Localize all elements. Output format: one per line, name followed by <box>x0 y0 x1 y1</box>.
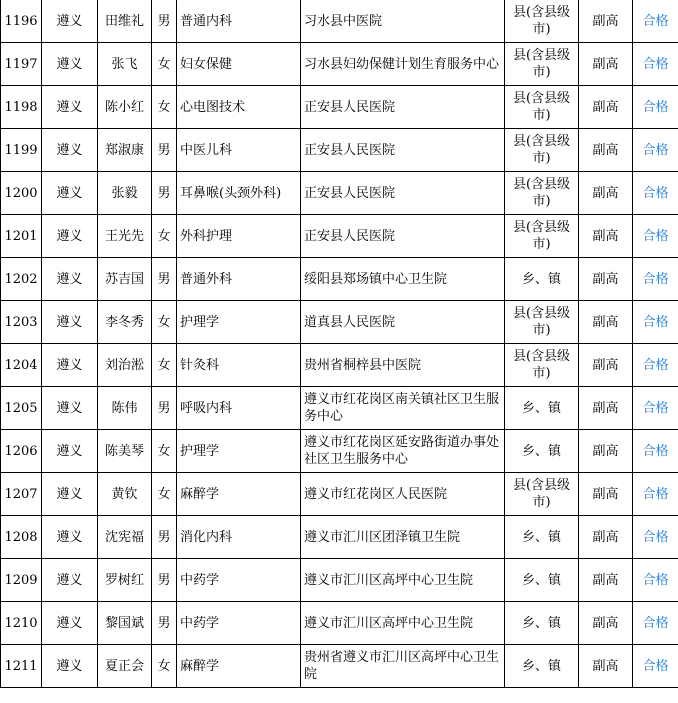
result-cell: 合格 <box>633 172 678 215</box>
row-number: 1206 <box>1 430 42 473</box>
unit-level-cell: 乡、镇 <box>505 516 579 559</box>
title-level-cell: 副高 <box>579 516 633 559</box>
title-level-cell: 副高 <box>579 43 633 86</box>
city-cell: 遵义 <box>42 387 98 430</box>
work-unit-cell: 习水县妇幼保健计划生育服务中心 <box>301 43 505 86</box>
specialty-cell: 消化内科 <box>177 516 301 559</box>
gender-cell: 女 <box>152 430 177 473</box>
unit-level-cell: 县(含县级市) <box>505 43 579 86</box>
row-number: 1202 <box>1 258 42 301</box>
specialty-cell: 护理学 <box>177 430 301 473</box>
person-name-cell: 苏吉国 <box>98 258 152 301</box>
row-number: 1210 <box>1 602 42 645</box>
person-name-cell: 黎国斌 <box>98 602 152 645</box>
gender-cell: 男 <box>152 559 177 602</box>
specialty-cell: 普通内科 <box>177 0 301 43</box>
gender-cell: 男 <box>152 387 177 430</box>
row-number: 1201 <box>1 215 42 258</box>
unit-level-cell: 乡、镇 <box>505 258 579 301</box>
work-unit-cell: 道真县人民医院 <box>301 301 505 344</box>
result-cell: 合格 <box>633 559 678 602</box>
city-cell: 遵义 <box>42 344 98 387</box>
title-level-cell: 副高 <box>579 258 633 301</box>
row-number: 1208 <box>1 516 42 559</box>
person-name-cell: 黄钦 <box>98 473 152 516</box>
city-cell: 遵义 <box>42 430 98 473</box>
title-level-cell: 副高 <box>579 602 633 645</box>
result-cell: 合格 <box>633 516 678 559</box>
result-cell: 合格 <box>633 387 678 430</box>
unit-level-cell: 县(含县级市) <box>505 0 579 43</box>
specialty-cell: 麻醉学 <box>177 473 301 516</box>
city-cell: 遵义 <box>42 516 98 559</box>
gender-cell: 男 <box>152 0 177 43</box>
title-level-cell: 副高 <box>579 129 633 172</box>
specialty-cell: 中药学 <box>177 559 301 602</box>
table-row <box>1 344 678 387</box>
person-name-cell: 王光先 <box>98 215 152 258</box>
work-unit-cell: 正安县人民医院 <box>301 172 505 215</box>
work-unit-cell: 贵州省遵义市汇川区高坪中心卫生院 <box>301 645 505 688</box>
specialty-cell: 中医儿科 <box>177 129 301 172</box>
table-row <box>1 301 678 344</box>
table-row <box>1 129 678 172</box>
gender-cell: 女 <box>152 473 177 516</box>
gender-cell: 女 <box>152 344 177 387</box>
row-number: 1203 <box>1 301 42 344</box>
work-unit-cell: 正安县人民医院 <box>301 215 505 258</box>
person-name-cell: 陈小红 <box>98 86 152 129</box>
specialty-cell: 耳鼻喉(头颈外科) <box>177 172 301 215</box>
work-unit-cell: 遵义市汇川区高坪中心卫生院 <box>301 559 505 602</box>
title-level-cell: 副高 <box>579 172 633 215</box>
city-cell: 遵义 <box>42 301 98 344</box>
row-number: 1200 <box>1 172 42 215</box>
city-cell: 遵义 <box>42 0 98 43</box>
title-level-cell: 副高 <box>579 645 633 688</box>
city-cell: 遵义 <box>42 86 98 129</box>
unit-level-cell: 乡、镇 <box>505 387 579 430</box>
specialty-cell: 普通外科 <box>177 258 301 301</box>
title-level-cell: 副高 <box>579 0 633 43</box>
result-cell: 合格 <box>633 0 678 43</box>
gender-cell: 男 <box>152 516 177 559</box>
city-cell: 遵义 <box>42 473 98 516</box>
title-level-cell: 副高 <box>579 344 633 387</box>
gender-cell: 女 <box>152 301 177 344</box>
specialty-cell: 中药学 <box>177 602 301 645</box>
city-cell: 遵义 <box>42 43 98 86</box>
unit-level-cell: 乡、镇 <box>505 430 579 473</box>
person-name-cell: 沈宪福 <box>98 516 152 559</box>
person-name-cell: 张毅 <box>98 172 152 215</box>
table-row <box>1 43 678 86</box>
city-cell: 遵义 <box>42 645 98 688</box>
unit-level-cell: 县(含县级市) <box>505 301 579 344</box>
unit-level-cell: 县(含县级市) <box>505 215 579 258</box>
row-number: 1199 <box>1 129 42 172</box>
city-cell: 遵义 <box>42 559 98 602</box>
unit-level-cell: 县(含县级市) <box>505 344 579 387</box>
table-row <box>1 0 678 43</box>
gender-cell: 女 <box>152 645 177 688</box>
work-unit-cell: 遵义市红花岗区延安路街道办事处社区卫生服务中心 <box>301 430 505 473</box>
result-cell: 合格 <box>633 86 678 129</box>
person-name-cell: 罗树红 <box>98 559 152 602</box>
work-unit-cell: 遵义市汇川区团泽镇卫生院 <box>301 516 505 559</box>
unit-level-cell: 县(含县级市) <box>505 86 579 129</box>
city-cell: 遵义 <box>42 602 98 645</box>
specialty-cell: 妇女保健 <box>177 43 301 86</box>
table-row <box>1 645 678 688</box>
gender-cell: 男 <box>152 602 177 645</box>
result-cell: 合格 <box>633 473 678 516</box>
row-number: 1211 <box>1 645 42 688</box>
unit-level-cell: 乡、镇 <box>505 559 579 602</box>
result-cell: 合格 <box>633 215 678 258</box>
table-row <box>1 387 678 430</box>
result-cell: 合格 <box>633 43 678 86</box>
title-level-cell: 副高 <box>579 430 633 473</box>
unit-level-cell: 县(含县级市) <box>505 172 579 215</box>
result-cell: 合格 <box>633 645 678 688</box>
gender-cell: 女 <box>152 43 177 86</box>
person-name-cell: 夏正会 <box>98 645 152 688</box>
results-table-body <box>1 0 678 688</box>
result-cell: 合格 <box>633 602 678 645</box>
table-row <box>1 172 678 215</box>
specialty-cell: 心电图技术 <box>177 86 301 129</box>
person-name-cell: 张飞 <box>98 43 152 86</box>
gender-cell: 男 <box>152 258 177 301</box>
row-number: 1207 <box>1 473 42 516</box>
table-row <box>1 516 678 559</box>
result-cell: 合格 <box>633 258 678 301</box>
work-unit-cell: 正安县人民医院 <box>301 129 505 172</box>
row-number: 1197 <box>1 43 42 86</box>
unit-level-cell: 县(含县级市) <box>505 129 579 172</box>
table-row <box>1 430 678 473</box>
result-cell: 合格 <box>633 430 678 473</box>
city-cell: 遵义 <box>42 258 98 301</box>
gender-cell: 女 <box>152 215 177 258</box>
work-unit-cell: 习水县中医院 <box>301 0 505 43</box>
unit-level-cell: 乡、镇 <box>505 645 579 688</box>
work-unit-cell: 绥阳县郑场镇中心卫生院 <box>301 258 505 301</box>
row-number: 1205 <box>1 387 42 430</box>
title-level-cell: 副高 <box>579 301 633 344</box>
unit-level-cell: 县(含县级市) <box>505 473 579 516</box>
title-level-cell: 副高 <box>579 387 633 430</box>
specialty-cell: 麻醉学 <box>177 645 301 688</box>
person-name-cell: 田维礼 <box>98 0 152 43</box>
work-unit-cell: 遵义市汇川区高坪中心卫生院 <box>301 602 505 645</box>
row-number: 1204 <box>1 344 42 387</box>
result-cell: 合格 <box>633 129 678 172</box>
gender-cell: 男 <box>152 172 177 215</box>
person-name-cell: 陈美琴 <box>98 430 152 473</box>
specialty-cell: 呼吸内科 <box>177 387 301 430</box>
specialty-cell: 外科护理 <box>177 215 301 258</box>
person-name-cell: 陈伟 <box>98 387 152 430</box>
table-row <box>1 559 678 602</box>
row-number: 1198 <box>1 86 42 129</box>
row-number: 1209 <box>1 559 42 602</box>
work-unit-cell: 贵州省桐梓县中医院 <box>301 344 505 387</box>
work-unit-cell: 遵义市红花岗区南关镇社区卫生服务中心 <box>301 387 505 430</box>
person-name-cell: 李冬秀 <box>98 301 152 344</box>
gender-cell: 女 <box>152 86 177 129</box>
unit-level-cell: 乡、镇 <box>505 602 579 645</box>
specialty-cell: 护理学 <box>177 301 301 344</box>
result-cell: 合格 <box>633 301 678 344</box>
table-row <box>1 86 678 129</box>
city-cell: 遵义 <box>42 215 98 258</box>
work-unit-cell: 遵义市红花岗区人民医院 <box>301 473 505 516</box>
title-level-cell: 副高 <box>579 559 633 602</box>
person-name-cell: 郑淑康 <box>98 129 152 172</box>
table-row <box>1 215 678 258</box>
table-row <box>1 602 678 645</box>
title-level-cell: 副高 <box>579 86 633 129</box>
city-cell: 遵义 <box>42 172 98 215</box>
work-unit-cell: 正安县人民医院 <box>301 86 505 129</box>
specialty-cell: 针灸科 <box>177 344 301 387</box>
result-cell: 合格 <box>633 344 678 387</box>
table-row <box>1 258 678 301</box>
row-number: 1196 <box>1 0 42 43</box>
person-name-cell: 刘治淞 <box>98 344 152 387</box>
gender-cell: 男 <box>152 129 177 172</box>
table-row <box>1 473 678 516</box>
city-cell: 遵义 <box>42 129 98 172</box>
title-level-cell: 副高 <box>579 473 633 516</box>
title-level-cell: 副高 <box>579 215 633 258</box>
